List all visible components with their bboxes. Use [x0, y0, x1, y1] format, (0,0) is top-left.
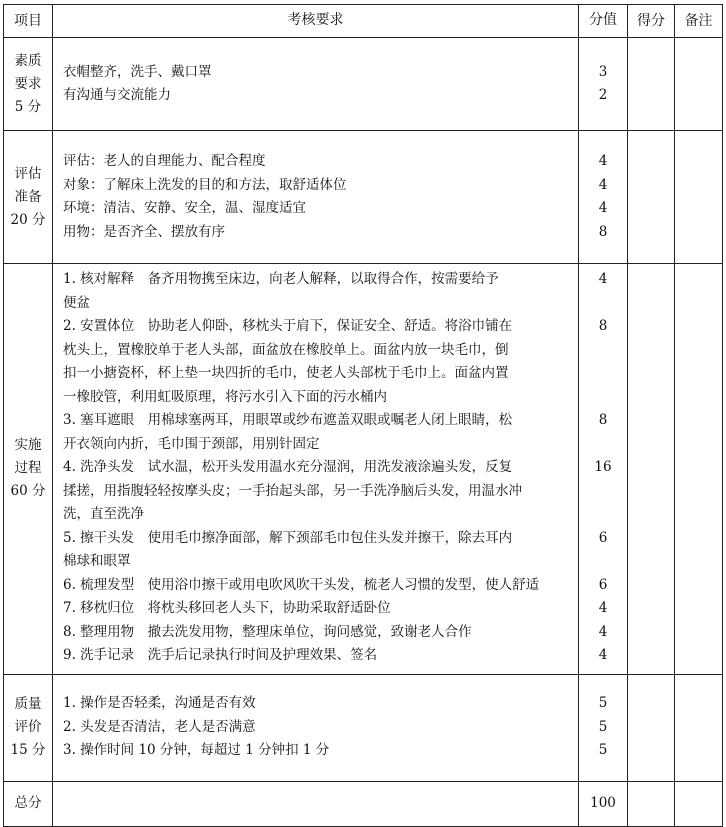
header-note: 备注: [675, 5, 723, 38]
score-value: 4: [598, 271, 608, 287]
section-row-quality-requirements: [4, 38, 723, 131]
score-value: 4: [598, 647, 608, 663]
note-cell[interactable]: [675, 264, 723, 675]
score-value: 5: [598, 742, 608, 759]
note-cell[interactable]: [675, 38, 723, 131]
note-cell[interactable]: [675, 131, 723, 264]
total-requirement-cell: [53, 781, 579, 826]
score-value: [579, 362, 627, 386]
score-value: 4: [598, 600, 608, 616]
section-item-points: 15 分: [10, 742, 46, 758]
score-value: 4: [598, 176, 608, 193]
section-item-points: 5 分: [14, 98, 42, 115]
requirement-line: 9. 洗手记录 洗手后记录执行时间及护理效果、签名: [63, 647, 378, 663]
section-item-cell: [4, 38, 53, 131]
requirement-line: 用物：是否齐全、摆放有序: [63, 223, 225, 240]
requirement-line: 环境：清洁、安静、安全，温、湿度适宜: [63, 200, 306, 216]
section-item-label: 要求: [14, 75, 42, 92]
requirement-cell: [53, 38, 579, 131]
score-value: 3: [598, 63, 608, 80]
requirement-line: 1. 核对解释 备齐用物携至床边，向老人解释，以取得合作，按需要给予: [63, 271, 499, 287]
total-note-cell[interactable]: [675, 781, 723, 826]
assessment-table: [3, 4, 723, 827]
score-value: [579, 433, 627, 457]
requirement-line: 对象：了解床上洗发的目的和方法，取舒适体位: [63, 176, 347, 193]
assessment-sheet: [3, 4, 723, 811]
requirement-line: 5. 擦干头发 使用毛巾擦净面部，解下颈部毛巾包住头发并擦干，除去耳内: [63, 529, 513, 546]
requirement-line: 3. 操作时间 10 分钟，每超过 1 分钟扣 1 分: [63, 742, 330, 759]
score-value: [579, 292, 627, 316]
section-item-label: 素质: [14, 52, 42, 69]
requirement-cell: [53, 131, 579, 264]
requirement-line: 6. 梳理发型 使用浴巾擦干或用电吹风吹干头发，梳老人习惯的发型，使人舒适: [63, 576, 540, 593]
score-value: 8: [598, 318, 608, 334]
obtained-cell[interactable]: [628, 674, 675, 781]
section-item-cell: [4, 674, 53, 781]
requirement-cell: [53, 264, 579, 675]
requirement-line: 一橡胶管，利用虹吸原理，将污水引入下面的污水桶内: [63, 388, 387, 405]
score-value: [579, 339, 627, 363]
requirement-line: 8. 整理用物 撤去洗发用物，整理床单位，询问感觉，致谢老人合作: [63, 623, 472, 640]
requirement-cell: [53, 674, 579, 781]
score-value: 5: [598, 718, 608, 735]
score-value: [579, 550, 627, 574]
requirement-line: 7. 移枕归位 将枕头移回老人头下，协助采取舒适卧位: [63, 600, 391, 616]
requirement-line: 枕头上，置橡胶单于老人头部，面盆放在橡胶单上。面盆内放一块毛巾，倒: [63, 341, 509, 358]
section-item-label: 实施: [14, 437, 42, 454]
requirement-line: 洗，直至洗净: [63, 506, 144, 522]
score-cell: [579, 38, 628, 131]
score-value: 5: [598, 695, 608, 712]
requirement-line: 4. 洗净头发 试水温，松开头发用温水充分湿润，用洗发液涂遍头发，反复: [63, 459, 513, 475]
requirement-line: 有沟通与交流能力: [63, 87, 171, 103]
score-value: [579, 386, 627, 410]
score-value: 4: [598, 200, 608, 216]
section-item-label: 过程: [14, 460, 42, 477]
score-value: [579, 503, 627, 527]
score-value: 4: [598, 153, 608, 169]
requirement-line: 1. 操作是否轻柔，沟通是否有效: [63, 695, 256, 712]
obtained-cell[interactable]: [628, 264, 675, 675]
section-item-label: 质量: [14, 696, 42, 712]
section-item-label: 准备: [14, 188, 42, 205]
score-value: 4: [598, 623, 608, 640]
note-cell[interactable]: [675, 674, 723, 781]
total-obtained-cell[interactable]: [628, 781, 675, 826]
requirement-line: 3. 塞耳遮眼 用棉球塞两耳，用眼罩或纱布遮盖双眼或嘱老人闭上眼睛，松: [63, 412, 513, 428]
requirement-line: 开衣领向内折，毛巾围于颈部，用别针固定: [63, 435, 320, 452]
score-value: 6: [598, 529, 608, 546]
header-requirement: 考核要求: [53, 5, 579, 38]
score-value: 8: [598, 412, 608, 428]
total-score: 100: [579, 781, 628, 826]
requirement-line: 棉球和眼罩: [63, 553, 131, 569]
requirement-line: 衣帽整齐，洗手、戴口罩: [63, 63, 212, 80]
section-row-quality-evaluation: [4, 674, 723, 781]
requirement-line: 评估：老人的自理能力、配合程度: [63, 153, 266, 169]
section-row-assessment-preparation: [4, 131, 723, 264]
score-value: 6: [598, 576, 608, 593]
section-item-label: 评价: [14, 719, 42, 735]
score-value: 16: [594, 459, 612, 475]
requirement-line: 便盆: [63, 294, 90, 311]
header-score: 分值: [579, 5, 628, 38]
requirement-line: 揉搓，用指腹轻轻按摩头皮；一手抬起头部，另一手洗净脑后头发，用温水冲: [63, 482, 522, 499]
score-value: 2: [598, 87, 608, 103]
obtained-cell[interactable]: [628, 38, 675, 131]
score-cell: [579, 131, 628, 264]
header-item: 项目: [4, 5, 53, 38]
score-value: [579, 480, 627, 504]
header-row: [4, 5, 723, 38]
section-row-implementation: [4, 264, 723, 675]
section-item-cell: [4, 131, 53, 264]
score-value: 8: [598, 223, 608, 240]
section-item-points: 20 分: [10, 211, 46, 228]
section-item-points: 60 分: [10, 483, 46, 500]
section-item-cell: [4, 264, 53, 675]
score-cell: [579, 674, 628, 781]
requirement-line: 扣一小搪瓷杯，杯上垫一块四折的毛巾，使老人头部枕于毛巾上。面盆内置: [63, 365, 509, 381]
requirement-line: 2. 头发是否清洁，老人是否满意: [63, 718, 256, 735]
total-label: 总分: [4, 781, 53, 826]
score-cell: [579, 264, 628, 675]
section-item-label: 评估: [14, 165, 42, 182]
header-obtained: 得分: [628, 5, 675, 38]
obtained-cell[interactable]: [628, 131, 675, 264]
requirement-line: 2. 安置体位 协助老人仰卧，移枕头于肩下，保证安全、舒适。将浴巾铺在: [63, 318, 513, 334]
total-row: [4, 781, 723, 826]
